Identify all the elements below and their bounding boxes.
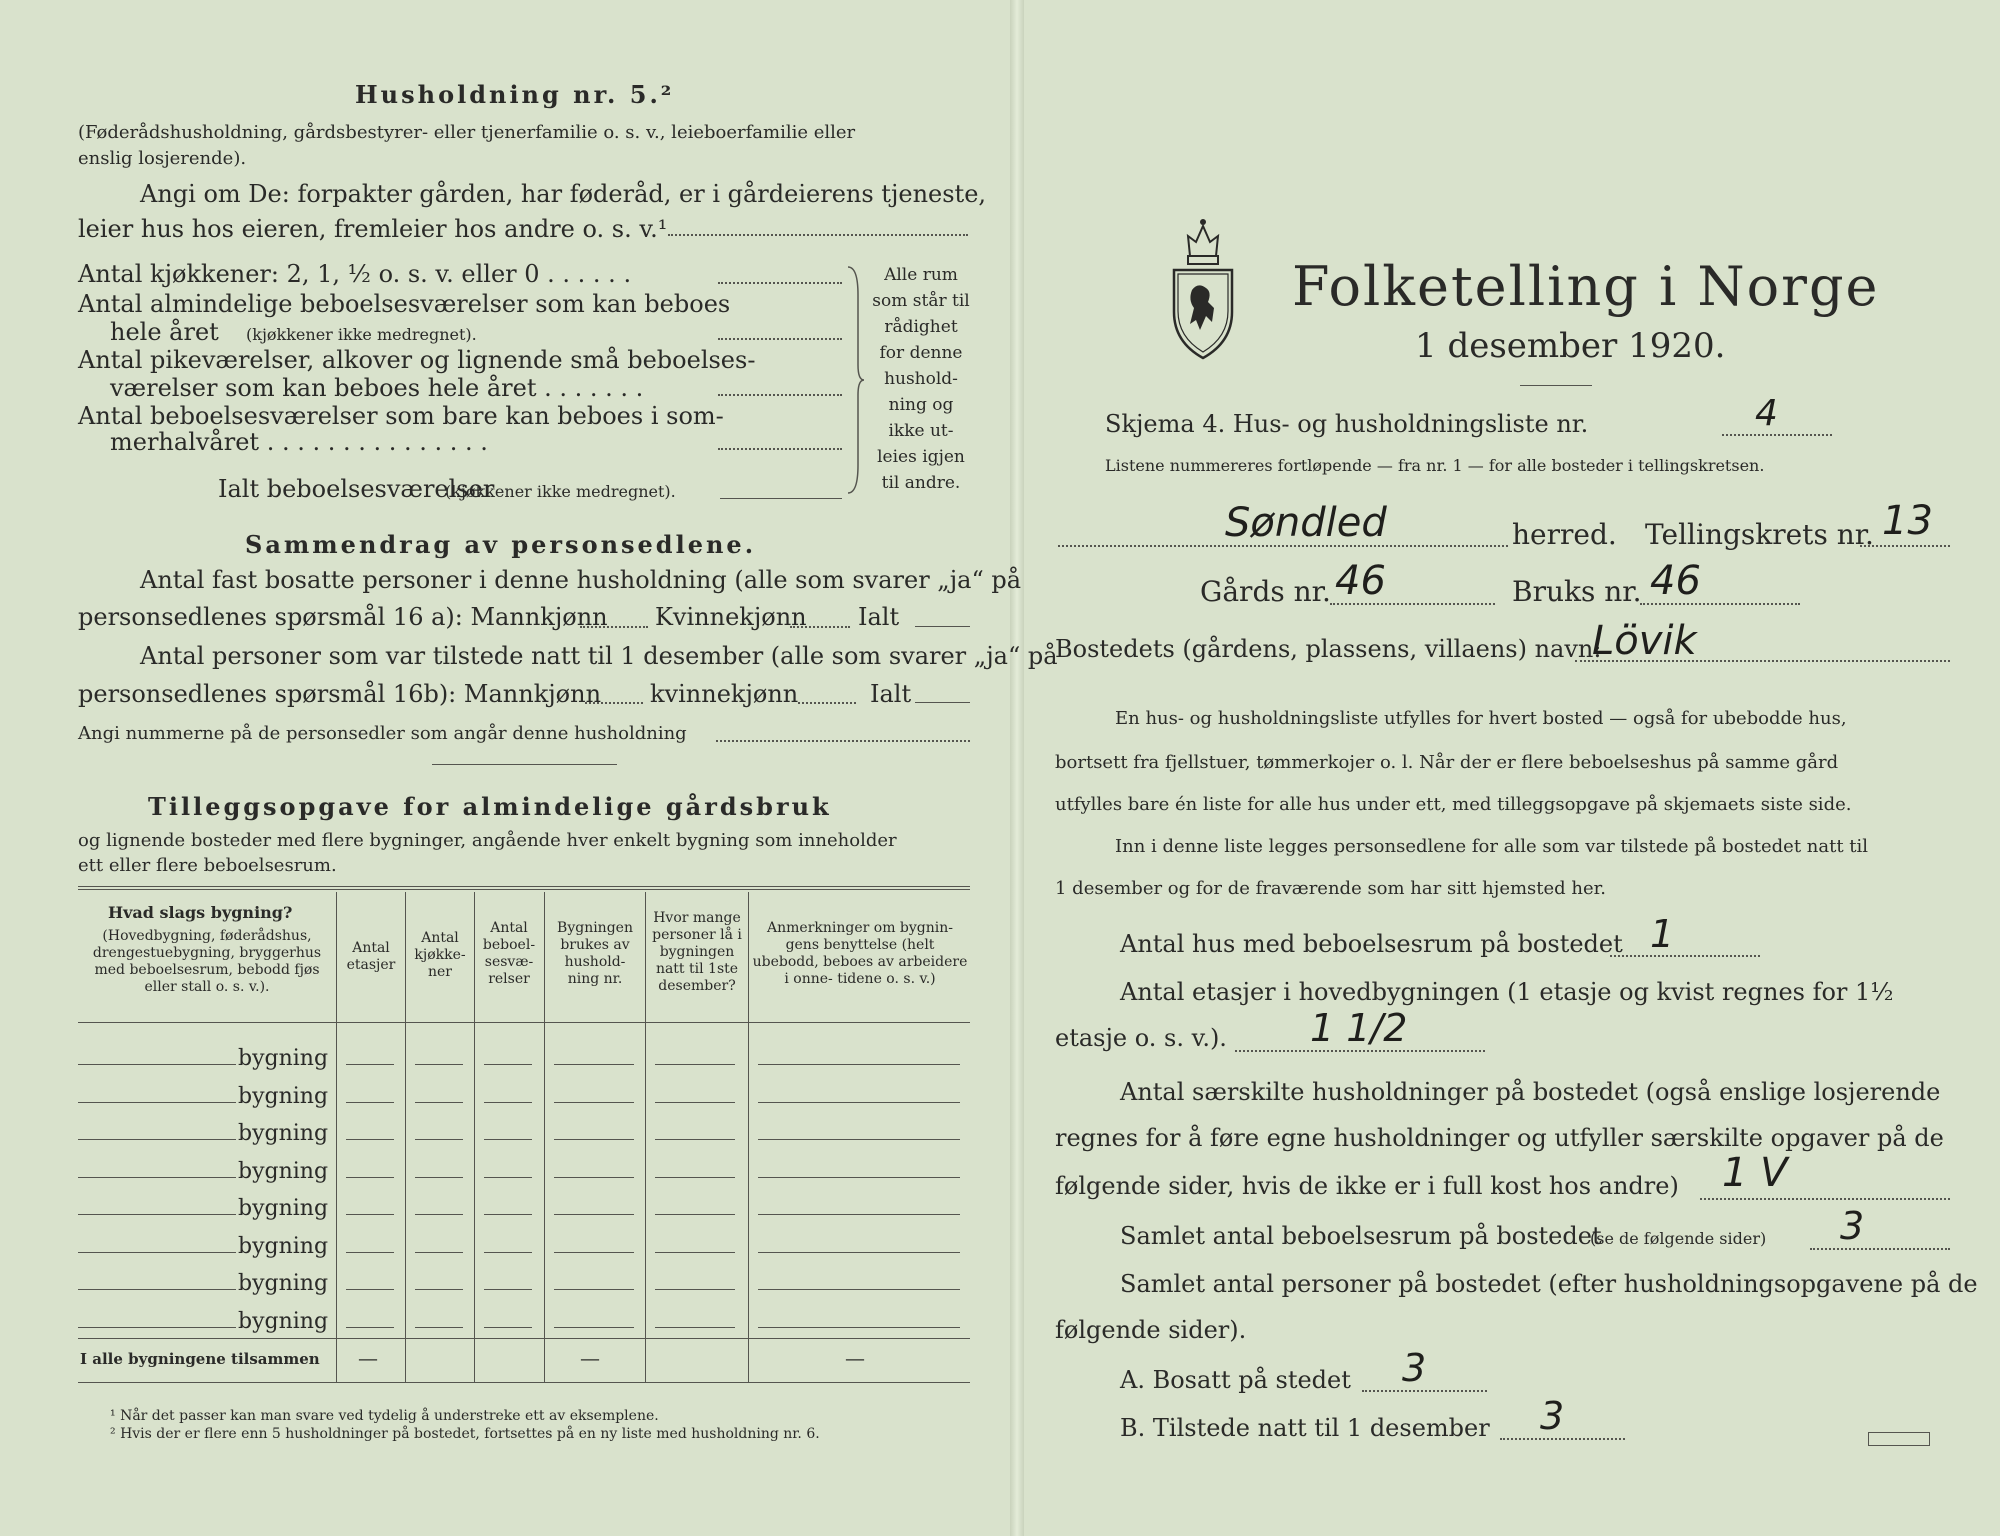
summary-resident-total-label: Ialt — [858, 603, 900, 631]
building-cell-answer[interactable] — [484, 1177, 532, 1178]
building-cell-answer[interactable] — [655, 1102, 735, 1103]
bosted-label: Bostedets (gårdens, plassens, villaens) navn: — [1055, 635, 1602, 663]
building-cell-answer[interactable] — [554, 1064, 634, 1065]
persons-label-2: følgende sider). — [1055, 1316, 1247, 1344]
household-intro: (Føderådshusholdning, gårdsbestyrer- eller tjenerfamilie o. s. v., leieboerfamilie eller — [78, 122, 856, 143]
summary-present-female-label: kvinnekjønn — [650, 680, 799, 708]
building-cell-answer[interactable] — [484, 1327, 532, 1328]
rooms-side-note-line: rådighet — [884, 317, 958, 337]
building-row — [78, 1228, 970, 1264]
bosted-line — [1575, 660, 1950, 662]
col-household-nr: Bygningen brukes av hushold- ning nr. — [557, 920, 633, 987]
building-cell-answer[interactable] — [484, 1139, 532, 1140]
kitchens-label: Antal kjøkkener: 2, 1, ½ o. s. v. eller 0 . . . . . . — [78, 260, 632, 288]
building-cell-answer[interactable] — [346, 1289, 394, 1290]
building-type-answer[interactable] — [78, 1289, 236, 1290]
building-cell-answer[interactable] — [655, 1177, 735, 1178]
building-cell-answer[interactable] — [484, 1252, 532, 1253]
supplement-intro: og lignende bosteder med flere bygninger, angående hver enkelt bygning som inneholder — [78, 830, 897, 851]
total-floors-dash: — — [358, 1346, 378, 1370]
summary-resident-total-answer — [915, 626, 970, 627]
household-intro-2: enslig losjerende). — [78, 148, 247, 169]
table-top-rule — [78, 886, 970, 890]
building-cell-answer[interactable] — [415, 1064, 463, 1065]
building-type-answer[interactable] — [78, 1102, 236, 1103]
building-type-answer[interactable] — [78, 1064, 236, 1065]
instructions-4: Inn i denne liste legges personsedlene for alle som var tilstede på bostedet natt til — [1115, 836, 1869, 857]
rooms-side-note-line: som står til — [872, 291, 970, 311]
households-value: 1 V — [1722, 1150, 1788, 1196]
building-row-label: bygning — [238, 1196, 329, 1221]
building-cell-answer[interactable] — [655, 1214, 735, 1215]
footnote-1: ¹ Når det passer kan man svare ved tydelig å understreke ett av eksemplene. — [110, 1408, 659, 1424]
present-value: 3 — [1540, 1394, 1565, 1438]
persons-label: Samlet antal personer på bostedet (efter husholdningsopgavene på de — [1120, 1270, 1978, 1298]
rooms-side-note-line: ning og — [888, 395, 954, 415]
tellingskrets-line — [1860, 545, 1950, 547]
bruks-line — [1640, 603, 1800, 605]
building-cell-answer[interactable] — [415, 1214, 463, 1215]
summary-present-line: Antal personer som var tilstede natt til 1 desember (alle som svarer „ja“ på — [140, 642, 1058, 670]
building-cell-answer[interactable] — [554, 1214, 634, 1215]
summary-resident-male-answer — [580, 626, 648, 628]
building-cell-answer[interactable] — [415, 1177, 463, 1178]
building-cell-answer[interactable] — [758, 1214, 960, 1215]
building-cell-answer[interactable] — [554, 1252, 634, 1253]
rooms-side-note-line: leies igjen — [877, 447, 965, 467]
building-cell-answer[interactable] — [758, 1327, 960, 1328]
household-title: Husholdning nr. 5.² — [355, 80, 675, 109]
maid-rooms-answer-line — [718, 394, 842, 396]
building-cell-answer[interactable] — [484, 1289, 532, 1290]
building-row — [78, 1040, 970, 1076]
tellingskrets-label: Tellingskrets nr. — [1645, 518, 1874, 551]
building-type-answer[interactable] — [78, 1177, 236, 1178]
census-date: 1 desember 1920. — [1415, 326, 1726, 366]
building-type-answer[interactable] — [78, 1139, 236, 1140]
rooms-side-note-line: til andre. — [881, 473, 961, 493]
building-cell-answer[interactable] — [758, 1102, 960, 1103]
households-label-2: regnes for å føre egne husholdninger og utfyller særskilte opgaver på de — [1055, 1124, 1944, 1152]
maid-rooms-label-2: værelser som kan beboes hele året . . . . . . . — [110, 374, 644, 402]
building-cell-answer[interactable] — [655, 1289, 735, 1290]
rooms-side-note-line: ikke ut- — [888, 421, 954, 441]
building-cell-answer[interactable] — [758, 1252, 960, 1253]
building-cell-answer[interactable] — [758, 1177, 960, 1178]
summary-resident-line: Antal fast bosatte personer i denne husholdning (alle som svarer „ja“ på — [140, 566, 1022, 594]
households-label-3: følgende sider, hvis de ikke er i full kost hos andre) — [1055, 1172, 1679, 1200]
herred-value: Søndled — [1225, 500, 1387, 546]
list-number-line — [1722, 434, 1832, 436]
gards-value: 46 — [1335, 558, 1386, 604]
building-cell-answer[interactable] — [758, 1064, 960, 1065]
building-cell-answer[interactable] — [655, 1252, 735, 1253]
floors-label: Antal etasjer i hovedbygningen (1 etasje og kvist regnes for 1½ — [1120, 978, 1894, 1006]
instructions-5: 1 desember og for de fraværende som har sitt hjemsted her. — [1055, 878, 1606, 899]
summary-heading: Sammendrag av personsedlene. — [245, 530, 757, 559]
total-rooms-right-note: (se de følgende sider) — [1590, 1229, 1767, 1248]
supplement-intro-2: ett eller flere beboelsesrum. — [78, 855, 337, 876]
building-cell-answer[interactable] — [346, 1214, 394, 1215]
building-cell-answer[interactable] — [346, 1252, 394, 1253]
gards-label: Gårds nr. — [1200, 575, 1331, 608]
bruks-value: 46 — [1650, 558, 1701, 604]
col-building-title: Hvad slags bygning? — [108, 903, 293, 922]
rooms-side-note-line: for denne — [879, 343, 963, 363]
households-label: Antal særskilte husholdninger på bostedet (også enslige losjerende — [1120, 1078, 1941, 1106]
page-fold — [1010, 0, 1024, 1536]
title-divider — [1520, 385, 1592, 386]
rooms-side-note-line: Alle rum — [884, 265, 958, 285]
floors-line — [1235, 1050, 1485, 1052]
houses-value: 1 — [1650, 912, 1675, 956]
summary-numbers-answer — [716, 740, 970, 742]
printer-stamp — [1868, 1432, 1930, 1446]
bosted-value: Lövik — [1592, 618, 1697, 664]
building-cell-answer[interactable] — [346, 1139, 394, 1140]
table-header-rule — [78, 1022, 970, 1023]
summary-resident-female-answer — [790, 626, 850, 628]
norwegian-coat-of-arms — [1168, 212, 1238, 360]
summary-numbers-label: Angi nummerne på de personsedler som angår denne husholdning — [78, 723, 687, 744]
table-bottom-rule — [78, 1382, 970, 1383]
building-type-answer[interactable] — [78, 1252, 236, 1253]
rooms-brace — [846, 265, 866, 495]
ordinary-rooms-answer-line — [718, 338, 842, 340]
summary-resident-male-label: personsedlenes spørsmål 16 a): Mannkjønn — [78, 603, 608, 631]
maid-rooms-label: Antal pikeværelser, alkover og lignende små beboelses- — [78, 346, 756, 374]
building-row — [78, 1115, 970, 1151]
resident-line — [1362, 1390, 1487, 1392]
instructions-1: En hus- og husholdningsliste utfylles for hvert bosted — også for ubebodde hus, — [1115, 708, 1847, 729]
building-cell-answer[interactable] — [554, 1139, 634, 1140]
floors-label-2: etasje o. s. v.). — [1055, 1024, 1227, 1052]
summary-present-female-answer — [798, 702, 856, 704]
summer-rooms-label-2: merhalvåret . . . . . . . . . . . . . . . — [110, 428, 488, 456]
building-cell-answer[interactable] — [346, 1177, 394, 1178]
building-cell-answer[interactable] — [346, 1327, 394, 1328]
tellingskrets-value: 13 — [1882, 498, 1933, 544]
supplement-heading: Tilleggsopgave for almindelige gårdsbruk — [148, 792, 832, 821]
total-rooms-right-value: 3 — [1840, 1204, 1865, 1248]
total-remarks-dash: — — [845, 1346, 865, 1370]
section-divider — [432, 764, 617, 765]
building-type-answer[interactable] — [78, 1327, 236, 1328]
summary-present-total-label: Ialt — [870, 680, 912, 708]
list-number-value: 4 — [1755, 393, 1778, 434]
building-row-label: bygning — [238, 1083, 329, 1109]
footnote-2: ² Hvis der er flere enn 5 husholdninger på bostedet, fortsettes på en ny liste med husholdning nr. 6. — [110, 1426, 820, 1442]
building-cell-answer[interactable] — [554, 1102, 634, 1103]
occupancy-question-2: leier hus hos eieren, fremleier hos andre o. s. v.¹ — [78, 215, 668, 243]
herred-label: herred. — [1512, 518, 1617, 551]
building-row-label: bygning — [238, 1121, 329, 1146]
building-row — [78, 1190, 970, 1226]
building-row-label: bygning — [238, 1046, 329, 1071]
building-row-label: bygning — [238, 1158, 329, 1184]
summary-present-male-label: personsedlenes spørsmål 16b): Mannkjønn — [78, 680, 602, 708]
gards-line — [1330, 603, 1495, 605]
building-cell-answer[interactable] — [415, 1139, 463, 1140]
building-cell-answer[interactable] — [758, 1139, 960, 1140]
col-kitchens: Antal kjøkke- ner — [414, 930, 466, 980]
building-row — [78, 1303, 970, 1339]
ordinary-rooms-note: (kjøkkener ikke medregnet). — [246, 325, 477, 344]
houses-label: Antal hus med beboelsesrum på bostedet — [1120, 930, 1623, 958]
floors-value: 1 1/2 — [1310, 1006, 1408, 1050]
total-rooms-note: (kjøkkener ikke medregnet). — [445, 482, 676, 501]
census-title: Folketelling i Norge — [1292, 255, 1880, 318]
building-row — [78, 1078, 970, 1114]
building-cell-answer[interactable] — [554, 1289, 634, 1290]
occupancy-question: Angi om De: forpakter gården, har føderåd, er i gårdeierens tjeneste, — [140, 180, 987, 208]
present-line — [1500, 1438, 1625, 1440]
building-row-label: bygning — [238, 1233, 329, 1259]
building-cell-answer[interactable] — [655, 1327, 735, 1328]
occupancy-answer-line — [668, 234, 968, 236]
building-row — [78, 1265, 970, 1301]
building-cell-answer[interactable] — [554, 1327, 634, 1328]
summer-rooms-answer-line — [718, 448, 842, 450]
present-label: B. Tilstede natt til 1 desember — [1120, 1414, 1490, 1442]
summary-resident-female-label: Kvinnekjønn — [655, 603, 807, 631]
numbering-note: Listene nummereres fortløpende — fra nr. 1 — for alle bosteder i tellingskretsen. — [1105, 456, 1765, 475]
building-cell-answer[interactable] — [758, 1289, 960, 1290]
kitchens-answer-line — [718, 282, 842, 284]
summary-present-total-answer — [915, 702, 970, 703]
building-cell-answer[interactable] — [554, 1177, 634, 1178]
building-row — [78, 1153, 970, 1189]
building-cell-answer[interactable] — [484, 1214, 532, 1215]
total-rooms-right-label: Samlet antal beboelsesrum på bostedet — [1120, 1222, 1602, 1250]
building-cell-answer[interactable] — [484, 1064, 532, 1065]
total-rooms-right-line — [1810, 1248, 1950, 1250]
col-floors: Antal etasjer — [346, 940, 396, 973]
summer-rooms-label: Antal beboelsesværelser som bare kan beboes i som- — [78, 402, 724, 430]
bruks-label: Bruks nr. — [1512, 575, 1642, 608]
resident-value: 3 — [1402, 1346, 1427, 1390]
building-type-answer[interactable] — [78, 1214, 236, 1215]
total-household-dash: — — [580, 1346, 600, 1370]
building-cell-answer[interactable] — [415, 1252, 463, 1253]
herred-line — [1058, 545, 1508, 547]
building-cell-answer[interactable] — [415, 1289, 463, 1290]
building-cell-answer[interactable] — [655, 1139, 735, 1140]
instructions-3: utfylles bare én liste for alle hus under ett, med tilleggsopgave på skjemaets siste side. — [1055, 794, 1852, 815]
ordinary-rooms-label-2: hele året — [110, 318, 219, 346]
summary-present-male-answer — [585, 702, 643, 704]
houses-line — [1610, 955, 1760, 957]
building-cell-answer[interactable] — [415, 1102, 463, 1103]
building-cell-answer[interactable] — [415, 1327, 463, 1328]
col-rooms: Antal beboel- sesvæ- relser — [482, 920, 536, 987]
building-cell-answer[interactable] — [346, 1102, 394, 1103]
table-total-label: I alle bygningene tilsammen — [80, 1350, 320, 1368]
col-building-body: (Hovedbygning, føderådshus, drengestuebygning, bryggerhus med beboelsesrum, bebodd fjøs eller stall o. s. v.). — [92, 928, 322, 995]
schema-label: Skjema 4. Hus- og husholdningsliste nr. — [1105, 410, 1589, 438]
col-persons: Hvor mange personer lå i bygningen natt til 1ste desember? — [652, 910, 742, 994]
rooms-side-note-line: hushold- — [884, 369, 958, 389]
col-remarks: Anmerkninger om bygnin- gens benyttelse (helt ubebodd, beboes av arbeidere i onne- tidene o. s. v.) — [752, 920, 968, 987]
ordinary-rooms-label: Antal almindelige beboelsesværelser som kan beboes — [78, 290, 731, 318]
total-rooms-label: Ialt beboelsesværelser — [218, 475, 495, 503]
rooms-side-note — [866, 262, 976, 496]
instructions-2: bortsett fra fjellstuer, tømmerkojer o. l. Når der er flere beboelseshus på samme gård — [1055, 752, 1839, 773]
total-rooms-answer-line — [720, 498, 842, 499]
building-cell-answer[interactable] — [484, 1102, 532, 1103]
building-row-label: bygning — [238, 1271, 329, 1296]
building-cell-answer[interactable] — [346, 1064, 394, 1065]
households-line — [1700, 1198, 1950, 1200]
resident-label: A. Bosatt på stedet — [1120, 1366, 1351, 1394]
building-cell-answer[interactable] — [655, 1064, 735, 1065]
building-row-label: bygning — [238, 1308, 329, 1334]
